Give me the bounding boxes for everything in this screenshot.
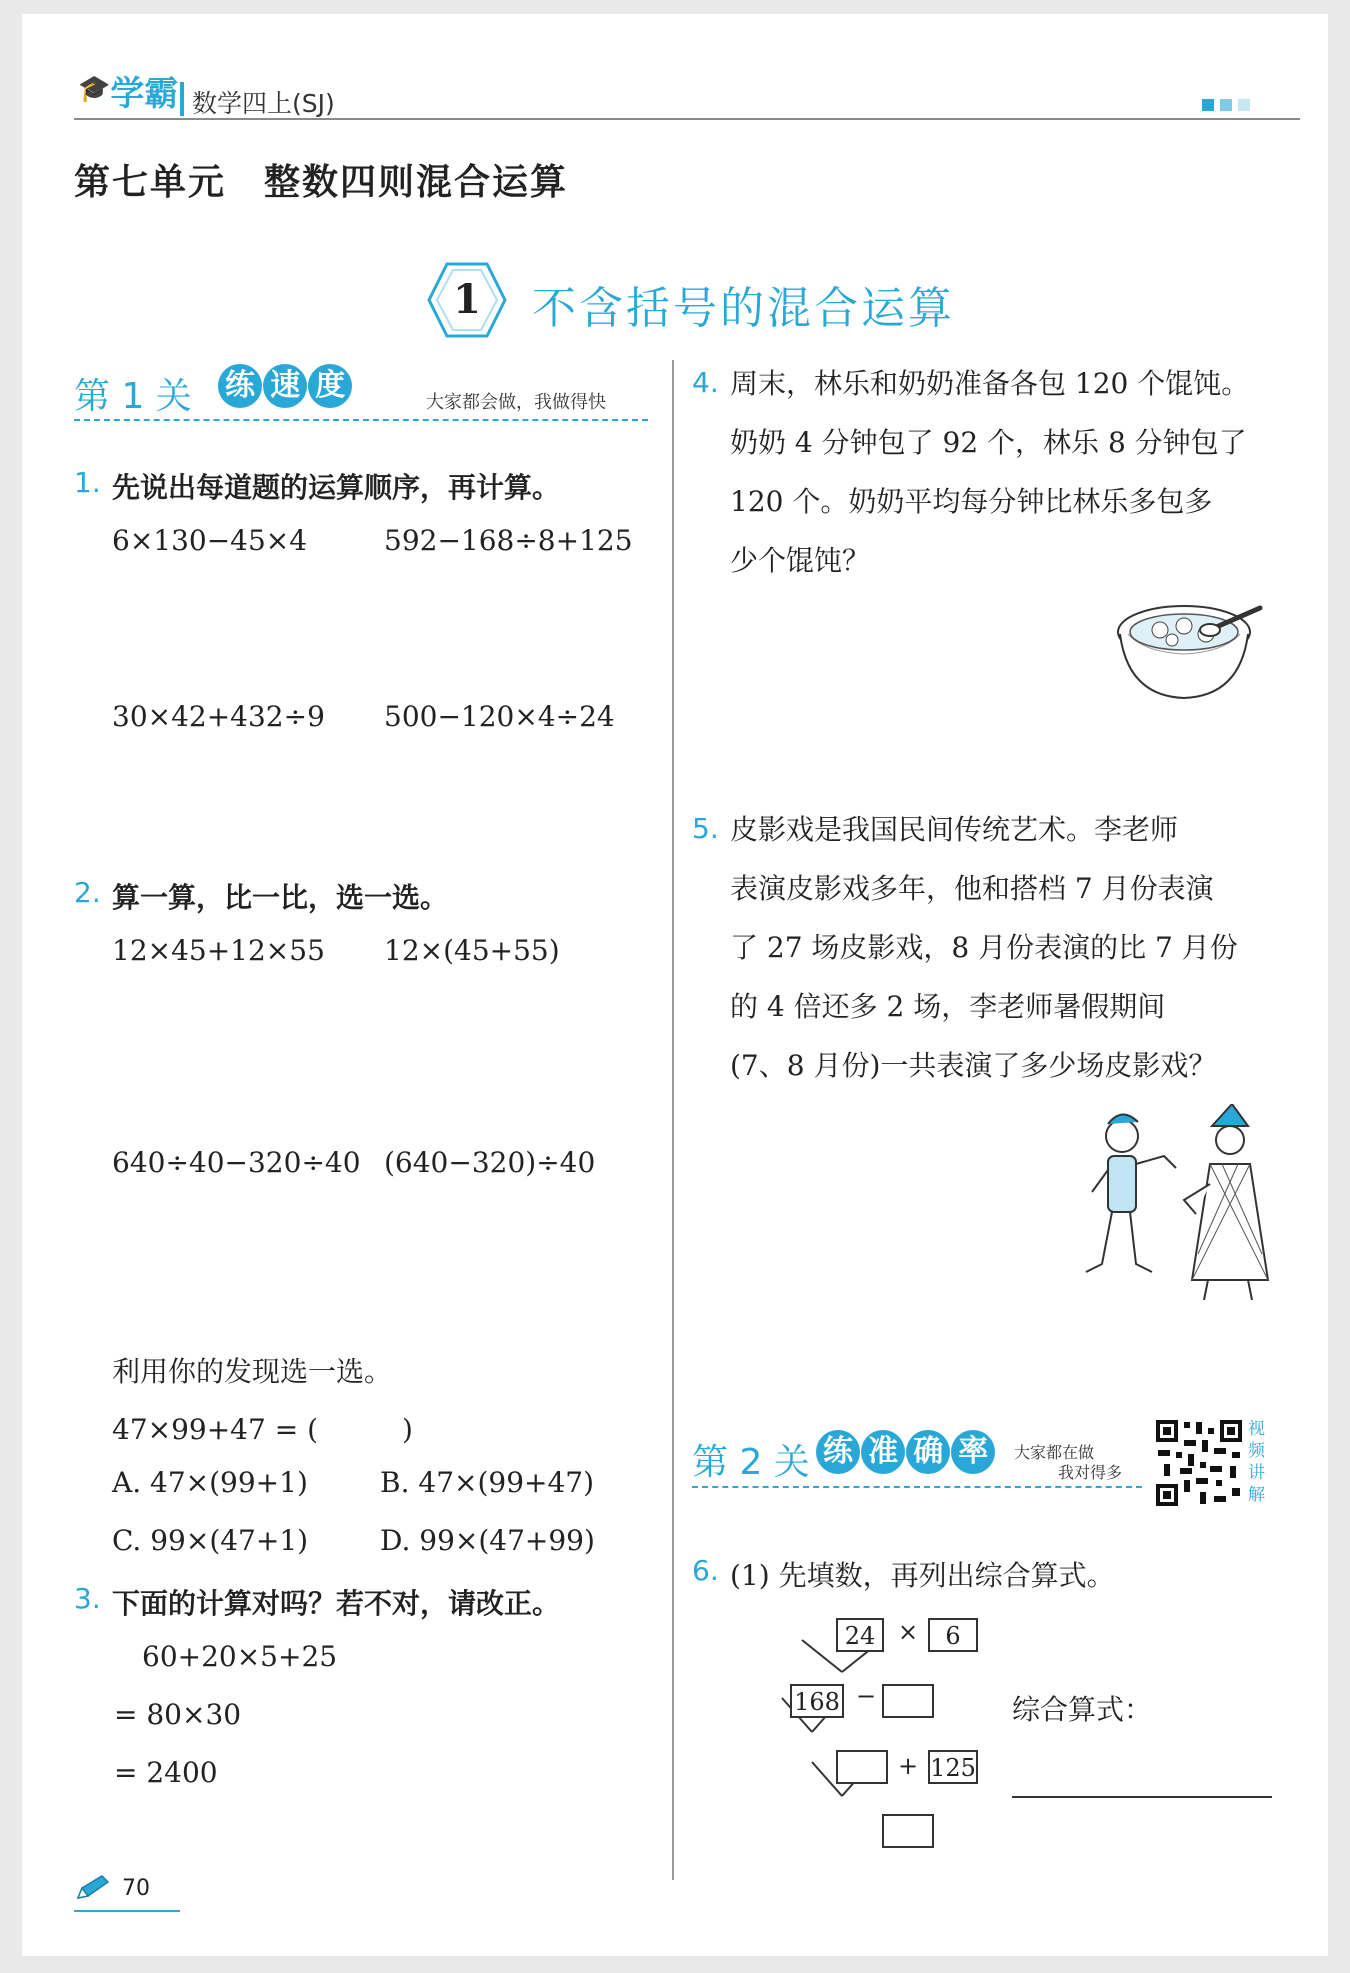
q2-number: 2. xyxy=(74,876,101,909)
qr-label xyxy=(1248,1418,1268,1506)
q6-blank-box[interactable] xyxy=(836,1750,888,1784)
section2-label: 第 2 关 xyxy=(692,1442,810,1483)
q6-number: 6. xyxy=(692,1554,719,1587)
page-number: 70 xyxy=(122,1876,150,1901)
workbook-page xyxy=(22,14,1328,1956)
section2-slogan: 我对得多 xyxy=(1058,1463,1123,1482)
q6-box-a: 24 xyxy=(836,1618,884,1652)
header-rule xyxy=(74,118,1300,120)
q3-title: 下面的计算对吗？若不对，请改正。 xyxy=(112,1587,561,1620)
qr-label-char: 频 xyxy=(1248,1441,1265,1461)
section1-label: 第 1 关 xyxy=(74,376,192,417)
q2-option: D. 99×(47+99) xyxy=(380,1524,595,1557)
q6-blank-box[interactable] xyxy=(882,1814,934,1848)
q6-box-d: 125 xyxy=(928,1750,978,1784)
q2-expr: 12×(45+55) xyxy=(384,934,560,967)
q4-text xyxy=(730,354,1249,590)
brand-logo: 🎓学霸 xyxy=(78,74,179,114)
q5-line: 皮影戏是我国民间传统艺术。李老师 xyxy=(730,813,1179,846)
q2-prompt: 利用你的发现选一选。 xyxy=(112,1355,393,1388)
q1-title: 先说出每道题的运算顺序，再计算。 xyxy=(112,471,561,504)
q5-text xyxy=(730,800,1238,1095)
pencil-icon xyxy=(74,1874,114,1904)
q1-expr: 592−168÷8+125 xyxy=(384,524,633,557)
q3-line: 60+20×5+25 xyxy=(142,1640,338,1673)
q1-expr: 6×130−45×4 xyxy=(112,524,308,557)
q6-op-times: × xyxy=(898,1618,919,1646)
lesson-number: 1 xyxy=(453,276,481,323)
q1-number: 1. xyxy=(74,466,101,499)
q1-expr: 30×42+432÷9 xyxy=(112,700,325,733)
section2-dashed-rule xyxy=(692,1486,1142,1488)
q6-op-minus: − xyxy=(856,1682,877,1710)
section1-badge xyxy=(218,364,348,408)
q2-option: B. 47×(99+47) xyxy=(380,1466,595,1499)
badge-char: 率 xyxy=(951,1430,995,1474)
q3-number: 3. xyxy=(74,1582,101,1615)
badge-char: 确 xyxy=(906,1430,950,1474)
book-title: 数学四上(SJ) xyxy=(192,89,335,118)
q2-option: A. 47×(99+1) xyxy=(112,1466,308,1499)
q6-formula-label: 综合算式： xyxy=(1012,1693,1153,1726)
badge-char: 准 xyxy=(861,1430,905,1474)
section2-badge xyxy=(816,1430,991,1474)
q2-question: 47×99+47 = ( ) xyxy=(112,1413,413,1446)
header-square-icon xyxy=(1220,99,1232,111)
qr-label-char: 讲 xyxy=(1248,1463,1265,1483)
q1-expr: 500−120×4÷24 xyxy=(384,700,615,733)
qr-label-char: 视 xyxy=(1248,1419,1265,1439)
q2-expr: (640−320)÷40 xyxy=(384,1146,596,1179)
badge-char: 速 xyxy=(263,364,307,408)
section2-slogan: 大家都在做 xyxy=(1014,1443,1095,1462)
q3-line: = 2400 xyxy=(114,1756,218,1789)
q2-option: C. 99×(47+1) xyxy=(112,1524,309,1557)
shadow-puppet-illustration xyxy=(1072,1104,1292,1304)
q4-number: 4. xyxy=(692,366,719,399)
header-square-icon xyxy=(1238,99,1250,111)
section1-dashed-rule xyxy=(74,419,648,421)
q5-line: 的 4 倍还多 2 场，李老师暑假期间 xyxy=(730,990,1166,1023)
q6-op-plus: + xyxy=(898,1752,919,1780)
header-square-icon xyxy=(1202,99,1214,111)
q6-box-c: 168 xyxy=(790,1684,844,1718)
header-separator xyxy=(180,82,184,116)
qr-label-char: 解 xyxy=(1248,1485,1265,1505)
footer-rule xyxy=(74,1910,180,1912)
q6-box-b: 6 xyxy=(928,1618,978,1652)
badge-char: 练 xyxy=(218,364,262,408)
q3-line: = 80×30 xyxy=(114,1698,242,1731)
section1-slogan: 大家都会做，我做得快 xyxy=(426,392,606,413)
q2-expr: 640÷40−320÷40 xyxy=(112,1146,361,1179)
q2-expr: 12×45+12×55 xyxy=(112,934,325,967)
q6-answer-line[interactable] xyxy=(1012,1796,1272,1798)
q4-line: 周末，林乐和奶奶准备各包 120 个馄饨。 xyxy=(730,367,1250,400)
lesson-title: 不含括号的混合运算 xyxy=(532,283,955,334)
q5-number: 5. xyxy=(692,812,719,845)
mortarboard-icon: 🎓 xyxy=(78,74,111,104)
column-divider xyxy=(672,360,674,1880)
dumpling-bowl-illustration xyxy=(1114,592,1274,712)
q2-title: 算一算，比一比，选一选。 xyxy=(112,881,449,914)
badge-char: 练 xyxy=(816,1430,860,1474)
q4-line: 120 个。奶奶平均每分钟比林乐多包多 xyxy=(730,485,1213,518)
q5-line: 表演皮影戏多年，他和搭档 7 月份表演 xyxy=(730,872,1214,905)
q6-title: (1) 先填数，再列出综合算式。 xyxy=(730,1559,1115,1592)
q5-line: 了 27 场皮影戏，8 月份表演的比 7 月份 xyxy=(730,931,1238,964)
q6-blank-box[interactable] xyxy=(882,1684,934,1718)
unit-title: 第七单元 整数四则混合运算 xyxy=(74,162,569,203)
q4-line: 少个馄饨？ xyxy=(730,544,871,577)
q5-line: (7、8 月份)一共表演了多少场皮影戏？ xyxy=(730,1049,1217,1082)
badge-char: 度 xyxy=(308,364,352,408)
qr-code-icon[interactable] xyxy=(1154,1418,1244,1508)
q4-line: 奶奶 4 分钟包了 92 个，林乐 8 分钟包了 xyxy=(730,426,1247,459)
